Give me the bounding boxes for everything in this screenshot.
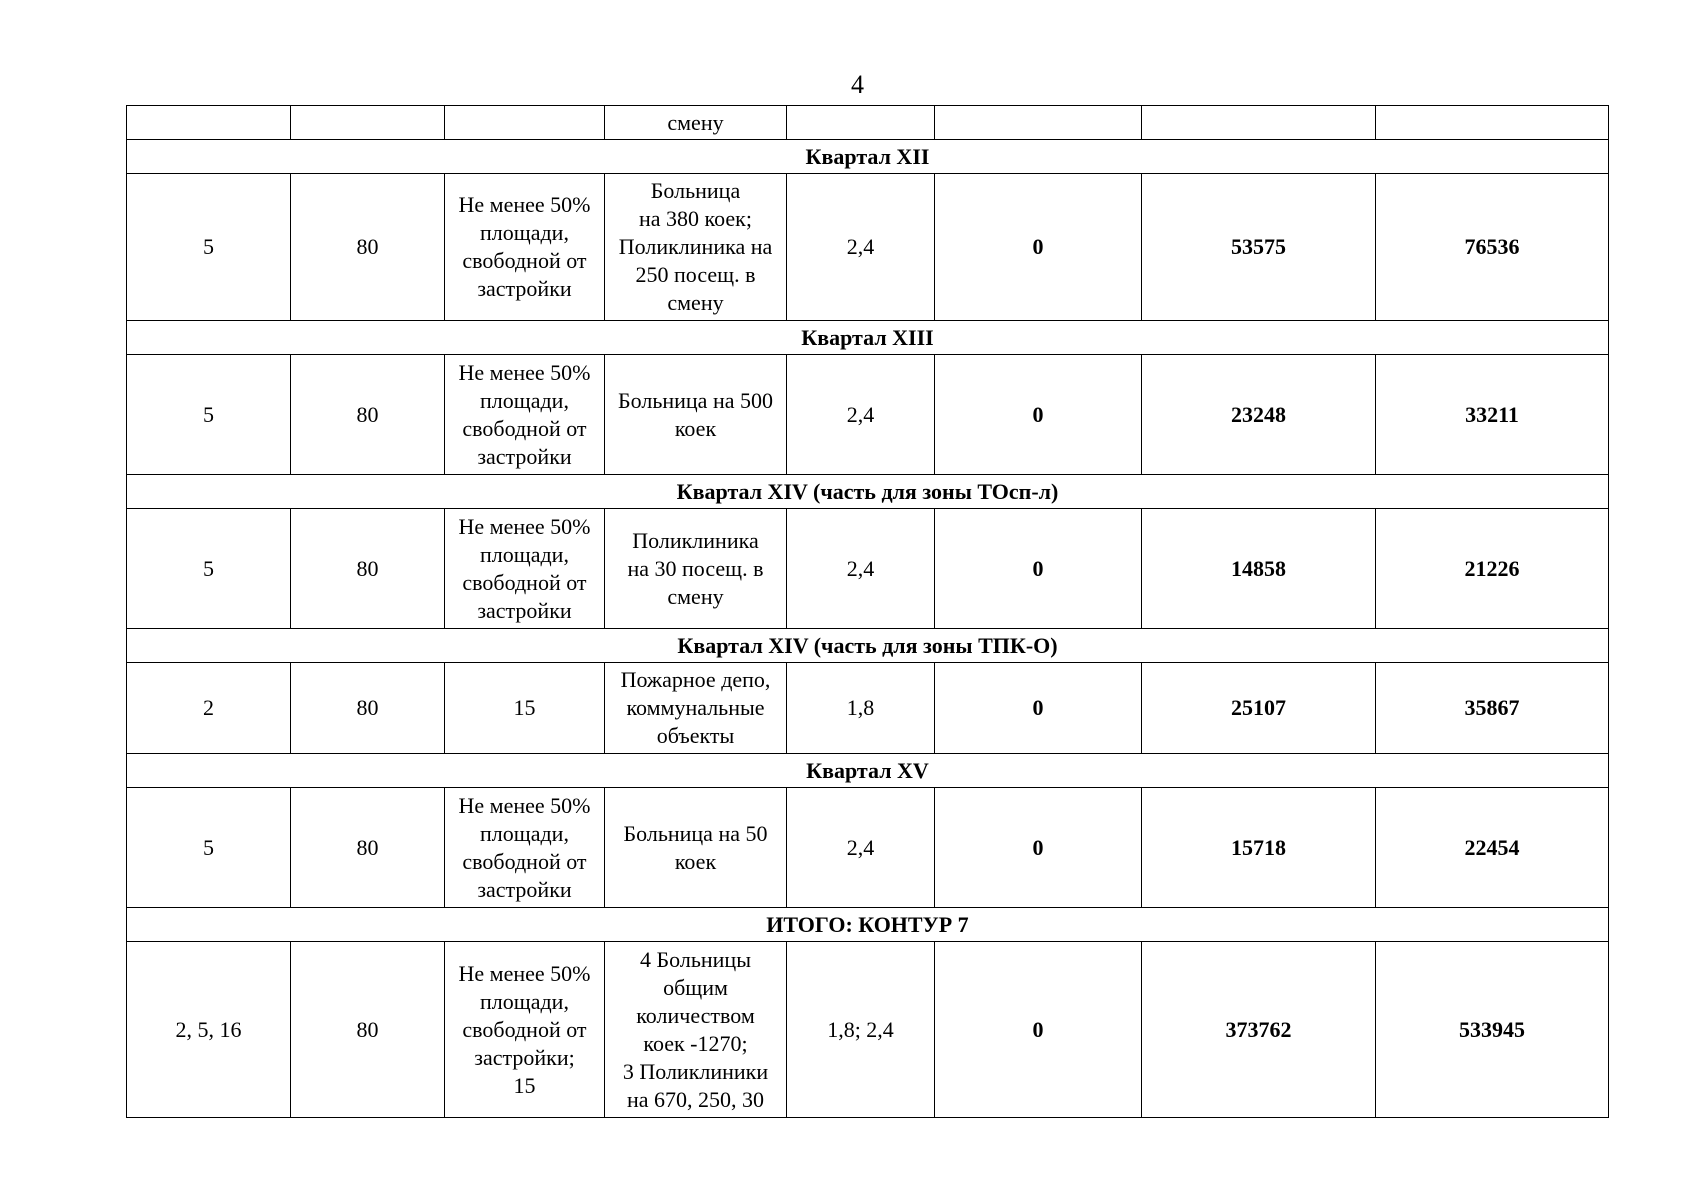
table-cell: 0 <box>935 174 1142 321</box>
table-cell <box>291 106 445 140</box>
cell-text: 4 Больницы общим количеством коек -1270; 3 Поликлиники на 670, 250, 30 <box>622 946 769 1112</box>
table-cell: 2,4 <box>787 788 935 908</box>
section-header-row <box>127 754 1609 788</box>
table-cell: 2,4 <box>787 509 935 629</box>
table-cell <box>1142 106 1376 140</box>
section-title: Квартал XII <box>127 140 1609 174</box>
table-cell <box>605 174 787 321</box>
section-header-row <box>127 321 1609 355</box>
cell-text: Не менее 50% площади, свободной от застройки; 15 <box>458 960 591 1098</box>
cell-text: Пожарное депо, коммунальные объекты <box>620 667 771 748</box>
table-cell: 0 <box>935 663 1142 754</box>
table-cell: 533945 <box>1376 942 1609 1118</box>
cell-text: Не менее 50% площади, свободной от застройки <box>458 792 591 902</box>
table-cell: 76536 <box>1376 174 1609 321</box>
table-cell: 2 <box>127 663 291 754</box>
table-row <box>127 788 1609 908</box>
page-number: 4 <box>851 70 864 99</box>
table-cell: 5 <box>127 509 291 629</box>
table-cell: 80 <box>291 663 445 754</box>
table-cell <box>445 663 605 754</box>
table-cell <box>445 174 605 321</box>
table-cell: 80 <box>291 174 445 321</box>
cell-text: Больница на 500 коек <box>618 387 773 441</box>
table-cell: 33211 <box>1376 355 1609 475</box>
table-cell: 35867 <box>1376 663 1609 754</box>
table-cell: 21226 <box>1376 509 1609 629</box>
table-cell: 0 <box>935 788 1142 908</box>
table-cell: смену <box>605 106 787 140</box>
table-cell <box>605 509 787 629</box>
table-cell: 1,8 <box>787 663 935 754</box>
table-cell: 0 <box>935 509 1142 629</box>
cell-text: Больница на 380 коек; Поликлиника на 250 посещ. в смену <box>618 178 773 315</box>
data-table <box>126 105 1609 1118</box>
table-cell: 22454 <box>1376 788 1609 908</box>
table-row-continuation <box>127 106 1609 140</box>
cell-text: Не менее 50% площади, свободной от застройки <box>458 192 591 301</box>
table-cell: 14858 <box>1142 509 1376 629</box>
table-cell <box>605 788 787 908</box>
section-header-row <box>127 908 1609 942</box>
section-header-row <box>127 475 1609 509</box>
table-cell: 80 <box>291 355 445 475</box>
table-cell <box>787 106 935 140</box>
section-title: Квартал XIV (часть для зоны ТОсп-л) <box>127 475 1609 509</box>
cell-text: Не менее 50% площади, свободной от застройки <box>458 359 591 469</box>
table-cell <box>605 942 787 1118</box>
cell-text: Поликлиника на 30 посещ. в смену <box>627 527 764 609</box>
section-header-row <box>127 629 1609 663</box>
table-cell: 53575 <box>1142 174 1376 321</box>
table-cell: 5 <box>127 174 291 321</box>
table-cell: 0 <box>935 355 1142 475</box>
table-cell <box>935 106 1142 140</box>
table-cell: 80 <box>291 942 445 1118</box>
table-cell <box>605 355 787 475</box>
table-cell: 5 <box>127 355 291 475</box>
section-title: Квартал XV <box>127 754 1609 788</box>
table-cell: 2,4 <box>787 174 935 321</box>
table-cell: 15718 <box>1142 788 1376 908</box>
table-cell <box>445 509 605 629</box>
table-row <box>127 942 1609 1118</box>
table-cell <box>445 355 605 475</box>
section-header-row <box>127 140 1609 174</box>
table-cell <box>1376 106 1609 140</box>
table-cell: 2, 5, 16 <box>127 942 291 1118</box>
table-cell: 373762 <box>1142 942 1376 1118</box>
table-cell: 0 <box>935 942 1142 1118</box>
table-cell <box>605 663 787 754</box>
table-cell: 2,4 <box>787 355 935 475</box>
table-cell: 1,8; 2,4 <box>787 942 935 1118</box>
table-cell: 25107 <box>1142 663 1376 754</box>
table-cell: 23248 <box>1142 355 1376 475</box>
table-cell: 5 <box>127 788 291 908</box>
section-title: ИТОГО: КОНТУР 7 <box>127 908 1609 942</box>
table-cell <box>445 106 605 140</box>
table-row <box>127 663 1609 754</box>
table-row <box>127 355 1609 475</box>
cell-text: Больница на 50 коек <box>623 820 768 874</box>
table-cell <box>127 106 291 140</box>
section-title: Квартал XIII <box>127 321 1609 355</box>
table-cell: 80 <box>291 509 445 629</box>
cell-text: 15 <box>513 695 536 720</box>
table-cell <box>445 788 605 908</box>
cell-text: Не менее 50% площади, свободной от застройки <box>458 513 591 623</box>
table-row <box>127 174 1609 321</box>
section-title: Квартал XIV (часть для зоны ТПК-О) <box>127 629 1609 663</box>
table-cell: 80 <box>291 788 445 908</box>
table-row <box>127 509 1609 629</box>
table-cell <box>445 942 605 1118</box>
